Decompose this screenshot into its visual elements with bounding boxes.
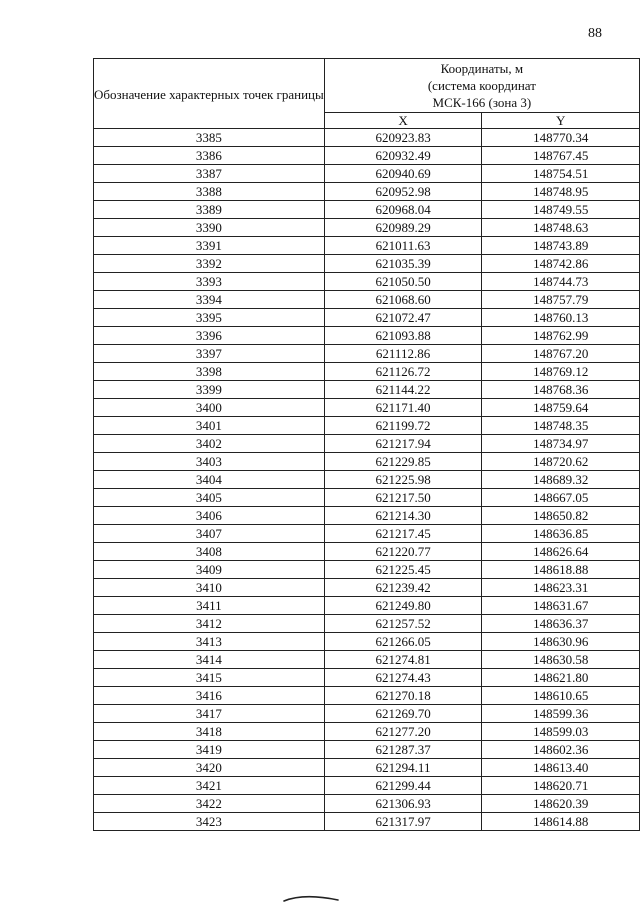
header-row	[94, 59, 640, 113]
y-coordinate-cell: 148768.36	[482, 381, 640, 399]
y-coordinate-cell: 148650.82	[482, 507, 640, 525]
table-row	[94, 129, 640, 147]
coordinates-column-header	[324, 59, 639, 113]
y-coordinate-cell: 148636.37	[482, 615, 640, 633]
x-coordinate-cell: 621068.60	[324, 291, 482, 309]
y-coordinate-cell: 148757.79	[482, 291, 640, 309]
x-coordinate-cell: 621266.05	[324, 633, 482, 651]
y-coordinate-cell: 148720.62	[482, 453, 640, 471]
table-row	[94, 417, 640, 435]
y-coordinate-cell: 148620.71	[482, 777, 640, 795]
point-cell: 3422	[94, 795, 325, 813]
point-cell: 3396	[94, 327, 325, 345]
table-row	[94, 633, 640, 651]
x-coordinate-cell: 620968.04	[324, 201, 482, 219]
coordinates-header-line-3: МСК-166 (зона 3)	[432, 95, 532, 110]
y-coordinate-cell: 148630.58	[482, 651, 640, 669]
point-cell: 3405	[94, 489, 325, 507]
x-coordinate-cell: 621217.94	[324, 435, 482, 453]
y-coordinate-cell: 148759.64	[482, 399, 640, 417]
point-cell: 3421	[94, 777, 325, 795]
y-coordinate-cell: 148599.03	[482, 723, 640, 741]
x-coordinate-cell: 621225.45	[324, 561, 482, 579]
y-coordinate-cell: 148744.73	[482, 273, 640, 291]
x-coordinate-cell: 621317.97	[324, 813, 482, 831]
point-cell: 3385	[94, 129, 325, 147]
table-row	[94, 219, 640, 237]
x-coordinate-cell: 621011.63	[324, 237, 482, 255]
coordinates-header-line-2: (система координат	[427, 78, 536, 93]
x-coordinate-cell: 621126.72	[324, 363, 482, 381]
point-cell: 3413	[94, 633, 325, 651]
y-coordinate-cell: 148734.97	[482, 435, 640, 453]
table-row	[94, 543, 640, 561]
point-cell: 3411	[94, 597, 325, 615]
point-cell: 3406	[94, 507, 325, 525]
y-coordinate-cell: 148631.67	[482, 597, 640, 615]
point-cell: 3391	[94, 237, 325, 255]
y-coordinate-cell: 148620.39	[482, 795, 640, 813]
x-coordinate-cell: 620952.98	[324, 183, 482, 201]
table-row	[94, 453, 640, 471]
point-column-header: Обозначение характерных точек границы	[94, 59, 325, 129]
x-coordinate-cell: 621229.85	[324, 453, 482, 471]
point-cell: 3408	[94, 543, 325, 561]
table-row	[94, 507, 640, 525]
y-coordinate-cell: 148667.05	[482, 489, 640, 507]
x-coordinate-cell: 621217.50	[324, 489, 482, 507]
x-coordinate-cell: 621217.45	[324, 525, 482, 543]
y-coordinate-cell: 148754.51	[482, 165, 640, 183]
point-cell: 3392	[94, 255, 325, 273]
x-coordinate-cell: 621171.40	[324, 399, 482, 417]
point-cell: 3410	[94, 579, 325, 597]
y-coordinate-cell: 148743.89	[482, 237, 640, 255]
x-coordinate-cell: 621306.93	[324, 795, 482, 813]
point-cell: 3423	[94, 813, 325, 831]
table-row	[94, 183, 640, 201]
point-cell: 3400	[94, 399, 325, 417]
x-coordinate-cell: 621225.98	[324, 471, 482, 489]
x-coordinate-cell: 621269.70	[324, 705, 482, 723]
point-cell: 3386	[94, 147, 325, 165]
point-cell: 3420	[94, 759, 325, 777]
point-cell: 3389	[94, 201, 325, 219]
x-coordinate-cell: 621294.11	[324, 759, 482, 777]
x-coordinate-cell: 621274.43	[324, 669, 482, 687]
table-row	[94, 741, 640, 759]
x-coordinate-cell: 620940.69	[324, 165, 482, 183]
x-coordinate-cell: 620989.29	[324, 219, 482, 237]
table-row	[94, 777, 640, 795]
point-cell: 3414	[94, 651, 325, 669]
point-cell: 3416	[94, 687, 325, 705]
x-coordinate-cell: 621257.52	[324, 615, 482, 633]
y-coordinate-cell: 148748.95	[482, 183, 640, 201]
point-cell: 3399	[94, 381, 325, 399]
x-coordinate-cell: 621093.88	[324, 327, 482, 345]
table-row	[94, 669, 640, 687]
point-cell: 3407	[94, 525, 325, 543]
y-coordinate-cell: 148626.64	[482, 543, 640, 561]
point-cell: 3398	[94, 363, 325, 381]
x-coordinate-cell: 621199.72	[324, 417, 482, 435]
x-coordinate-cell: 621287.37	[324, 741, 482, 759]
point-cell: 3402	[94, 435, 325, 453]
table-row	[94, 561, 640, 579]
point-cell: 3403	[94, 453, 325, 471]
y-coordinate-cell: 148748.63	[482, 219, 640, 237]
table-row	[94, 345, 640, 363]
point-cell: 3418	[94, 723, 325, 741]
point-cell: 3401	[94, 417, 325, 435]
table-row	[94, 237, 640, 255]
x-coordinate-cell: 621239.42	[324, 579, 482, 597]
y-coordinate-cell: 148623.31	[482, 579, 640, 597]
x-coordinate-cell: 621249.80	[324, 597, 482, 615]
y-column-header: Y	[482, 113, 640, 129]
y-coordinate-cell: 148760.13	[482, 309, 640, 327]
y-coordinate-cell: 148618.88	[482, 561, 640, 579]
table-row	[94, 147, 640, 165]
table-row	[94, 273, 640, 291]
y-coordinate-cell: 148767.45	[482, 147, 640, 165]
table-row	[94, 525, 640, 543]
y-coordinate-cell: 148636.85	[482, 525, 640, 543]
table-row	[94, 705, 640, 723]
point-cell: 3412	[94, 615, 325, 633]
point-cell: 3417	[94, 705, 325, 723]
table-row	[94, 489, 640, 507]
x-column-header: X	[324, 113, 482, 129]
y-coordinate-cell: 148630.96	[482, 633, 640, 651]
table-row	[94, 651, 640, 669]
y-coordinate-cell: 148602.36	[482, 741, 640, 759]
x-coordinate-cell: 621072.47	[324, 309, 482, 327]
y-coordinate-cell: 148767.20	[482, 345, 640, 363]
y-coordinate-cell: 148614.88	[482, 813, 640, 831]
point-cell: 3395	[94, 309, 325, 327]
x-coordinate-cell: 620932.49	[324, 147, 482, 165]
table-row	[94, 615, 640, 633]
table-row	[94, 759, 640, 777]
y-coordinate-cell: 148621.80	[482, 669, 640, 687]
point-cell: 3388	[94, 183, 325, 201]
table-body	[94, 129, 640, 831]
table-row	[94, 471, 640, 489]
y-coordinate-cell: 148749.55	[482, 201, 640, 219]
point-cell: 3387	[94, 165, 325, 183]
coordinates-table	[93, 58, 640, 831]
y-coordinate-cell: 148762.99	[482, 327, 640, 345]
table-row	[94, 291, 640, 309]
x-coordinate-cell: 621050.50	[324, 273, 482, 291]
table-row	[94, 309, 640, 327]
point-cell: 3394	[94, 291, 325, 309]
x-coordinate-cell: 621277.20	[324, 723, 482, 741]
point-cell: 3393	[94, 273, 325, 291]
point-cell: 3419	[94, 741, 325, 759]
table-row	[94, 255, 640, 273]
table-row	[94, 327, 640, 345]
table-row	[94, 201, 640, 219]
y-coordinate-cell: 148610.65	[482, 687, 640, 705]
table-row	[94, 399, 640, 417]
point-cell: 3397	[94, 345, 325, 363]
x-coordinate-cell: 621112.86	[324, 345, 482, 363]
table-row	[94, 795, 640, 813]
table-row	[94, 723, 640, 741]
y-coordinate-cell: 148689.32	[482, 471, 640, 489]
x-coordinate-cell: 621270.18	[324, 687, 482, 705]
x-coordinate-cell: 621035.39	[324, 255, 482, 273]
x-coordinate-cell: 621274.81	[324, 651, 482, 669]
y-coordinate-cell: 148613.40	[482, 759, 640, 777]
table-row	[94, 165, 640, 183]
table-row	[94, 363, 640, 381]
point-cell: 3409	[94, 561, 325, 579]
y-coordinate-cell: 148742.86	[482, 255, 640, 273]
coordinates-header-line-1: Координаты, м	[440, 61, 524, 76]
point-cell: 3415	[94, 669, 325, 687]
x-coordinate-cell: 621144.22	[324, 381, 482, 399]
y-coordinate-cell: 148599.36	[482, 705, 640, 723]
y-coordinate-cell: 148769.12	[482, 363, 640, 381]
y-coordinate-cell: 148770.34	[482, 129, 640, 147]
table-row	[94, 435, 640, 453]
y-coordinate-cell: 148748.35	[482, 417, 640, 435]
table-row	[94, 579, 640, 597]
x-coordinate-cell: 620923.83	[324, 129, 482, 147]
table-row	[94, 687, 640, 705]
x-coordinate-cell: 621299.44	[324, 777, 482, 795]
point-cell: 3404	[94, 471, 325, 489]
point-cell: 3390	[94, 219, 325, 237]
table-row	[94, 597, 640, 615]
pen-stroke-mark	[282, 893, 340, 903]
table-row	[94, 813, 640, 831]
x-coordinate-cell: 621220.77	[324, 543, 482, 561]
table-row	[94, 381, 640, 399]
page-number: 88	[588, 26, 602, 41]
x-coordinate-cell: 621214.30	[324, 507, 482, 525]
